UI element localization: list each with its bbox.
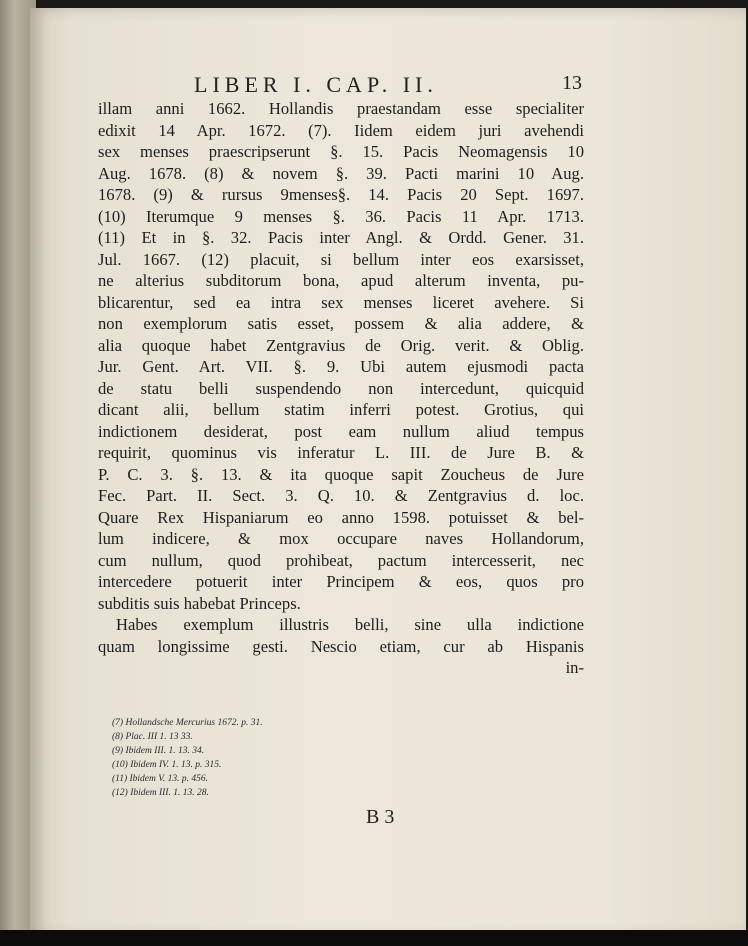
text-line: Jur. Gent. Art. VII. §. 9. Ubi autem ejusmodi pacta: [98, 357, 584, 376]
footnotes: [112, 716, 412, 800]
text-line: (10) Iterumque 9 menses §. 36. Pacis 11 Apr. 1713.: [98, 206, 584, 226]
text-line: lum indicere, & mox occupare naves Hollandorum,: [98, 529, 584, 548]
text-line: alia quoque habet Zentgravius de Orig. verit. & Oblig.: [98, 335, 584, 355]
text-line: dicant alii, bellum statim inferri potest. Grotius, qui: [98, 400, 584, 419]
signature-mark: B 3: [366, 806, 395, 828]
text-line: requirit, quominus vis inferatur L. III. de Jure B. &: [98, 443, 584, 462]
main-text: [98, 98, 584, 679]
text-line: non exemplorum satis esset, possem & alia addere, &: [98, 314, 584, 333]
footnote: (10) Ibidem IV. 1. 13. p. 315.: [112, 760, 222, 770]
running-head: LIBER I. CAP. II.: [194, 72, 438, 97]
catchword: in-: [565, 658, 584, 677]
text-line: de statu belli suspendendo non intercedunt, quicquid: [98, 378, 584, 398]
footnote: (9) Ibidem III. 1. 13. 34.: [112, 746, 205, 756]
text-line: Habes exemplum illustris belli, sine ulla indictione: [116, 615, 584, 634]
scan-bottom-edge: [0, 930, 748, 946]
text-line: quam longissime gesti. Nescio etiam, cur ab Hispanis: [98, 636, 584, 656]
text-line: ne alterius subditorum bona, apud alterum inventa, pu-: [98, 271, 584, 290]
text-line: edixit 14 Apr. 1672. (7). Iidem eidem juri avehendi: [98, 120, 584, 140]
text-line: blicarentur, sed ea intra sex menses liceret avehere. Si: [98, 292, 584, 312]
page-number: 13: [562, 72, 582, 94]
text-line: illam anni 1662. Hollandis praestandam esse specialiter: [98, 99, 584, 118]
text-line: intercedere potuerit inter Principem & eos, quos pro: [98, 572, 584, 591]
text-line: Aug. 1678. (8) & novem §. 39. Pacti marini 10 Aug.: [98, 163, 584, 183]
text-line: Fec. Part. II. Sect. 3. Q. 10. & Zentgravius d. loc.: [98, 486, 584, 505]
text-line: (11) Et in §. 32. Pacis inter Angl. & Ordd. Gener. 31.: [98, 228, 584, 247]
text-line: Jul. 1667. (12) placuit, si bellum inter eos exarsisset,: [98, 249, 584, 269]
footnote: (12) Ibidem III. 1. 13. 28.: [112, 788, 209, 798]
text-line: P. C. 3. §. 13. & ita quoque sapit Zoucheus de Jure: [98, 464, 584, 484]
page-header: [182, 72, 582, 100]
footnote: (11) Ibidem V. 13. p. 456.: [112, 774, 208, 784]
text-line: Quare Rex Hispaniarum eo anno 1598. potuisset & bel-: [98, 507, 584, 527]
text-line: subditis suis habebat Princeps.: [98, 593, 301, 613]
footnote: (8) Plac. III 1. 13 33.: [112, 732, 193, 742]
text-line: sex menses praescripserunt §. 15. Pacis Neomagensis 10: [98, 142, 584, 161]
text-line: indictionem desiderat, post eam nullum aliud tempus: [98, 421, 584, 441]
text-line: 1678. (9) & rursus 9menses§. 14. Pacis 20 Sept. 1697.: [98, 185, 584, 204]
text-line: cum nullum, quod prohibeat, pactum intercesserit, nec: [98, 550, 584, 570]
footnote: (7) Hollandsche Mercurius 1672. p. 31.: [112, 718, 263, 728]
